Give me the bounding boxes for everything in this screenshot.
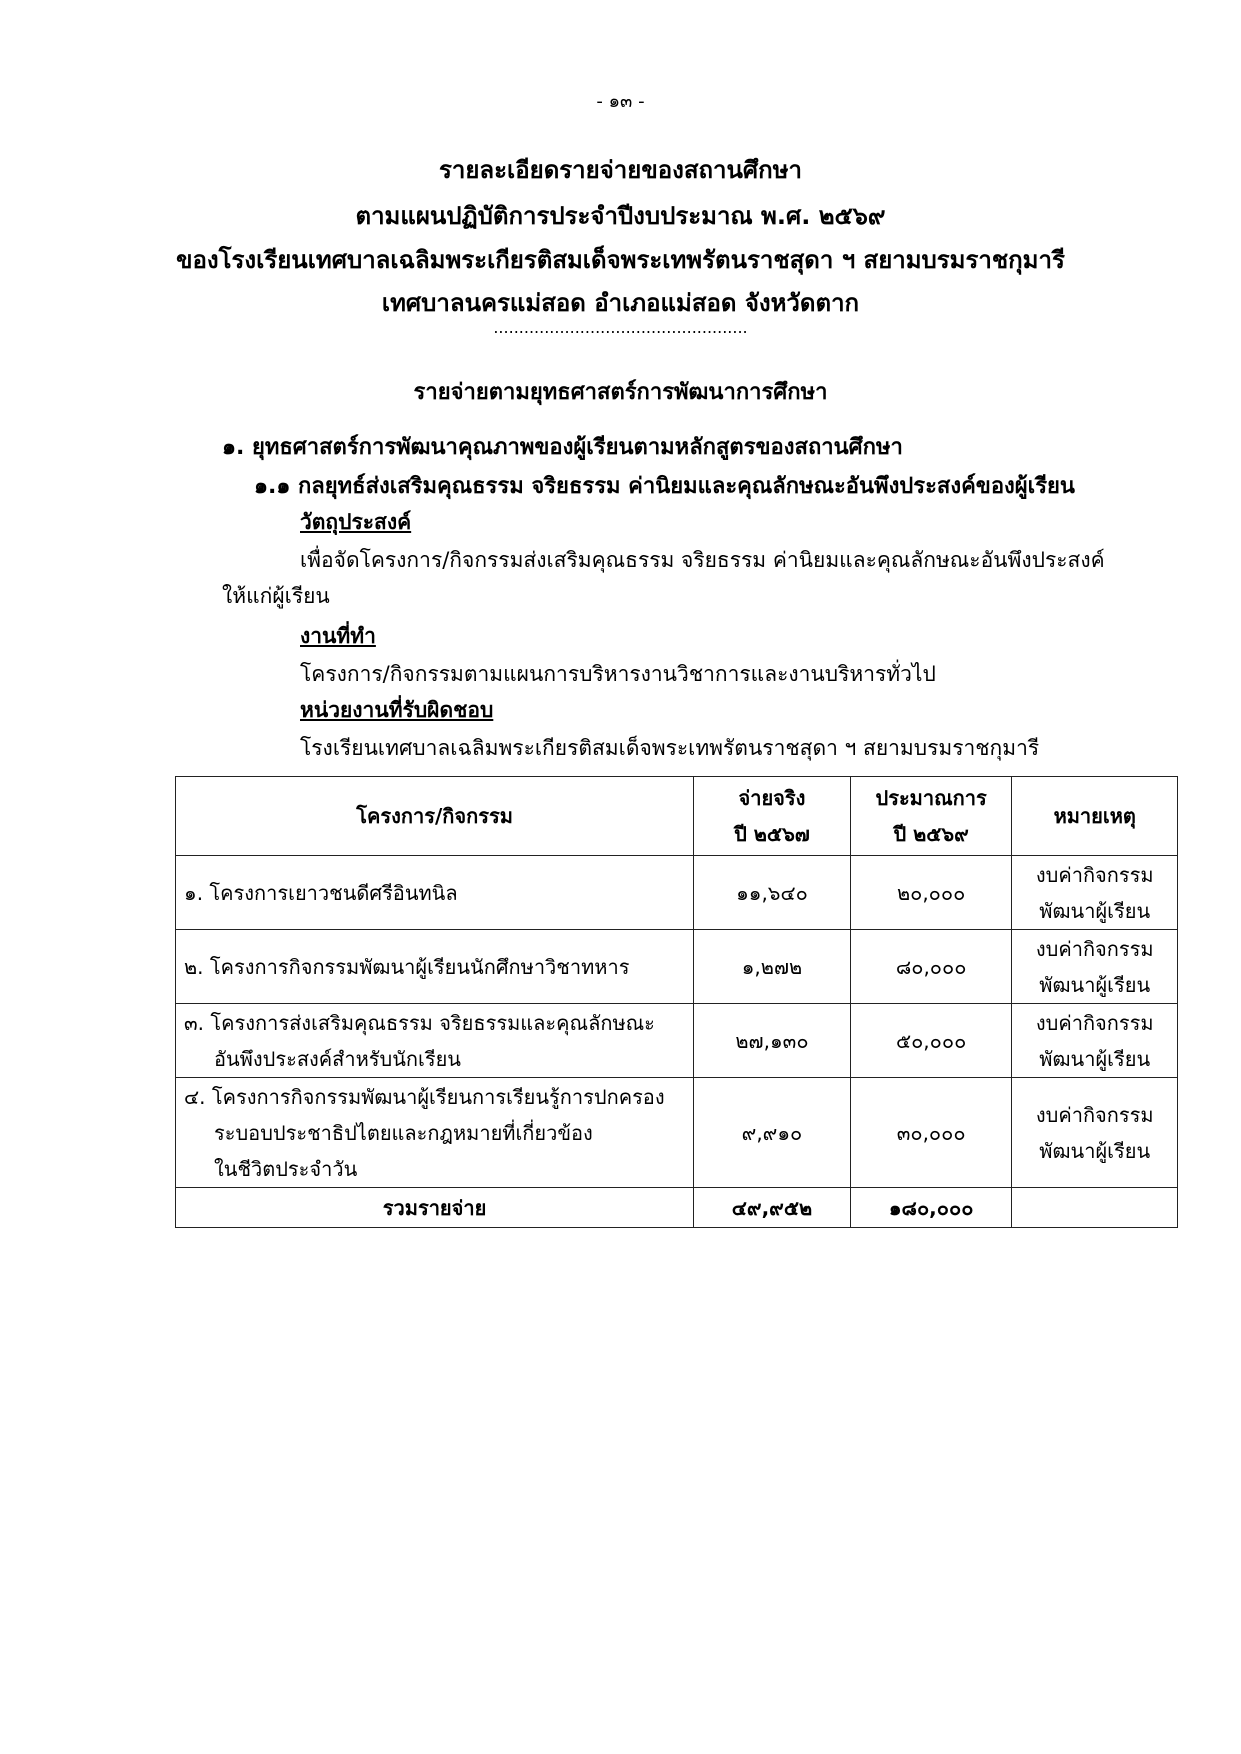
actual-cell: ๑,๒๗๒ (694, 930, 851, 1004)
header-estimate-label: ประมาณการ (875, 786, 987, 810)
document-title-line-2: ตามแผนปฏิบัติการประจำปีงบประมาณ พ.ศ. ๒๕๖๙ (355, 202, 886, 230)
estimate-cell: ๕๐,๐๐๐ (850, 1004, 1012, 1078)
estimate-cell: ๓๐,๐๐๐ (850, 1078, 1012, 1188)
responsible-unit-heading: หน่วยงานที่รับผิดชอบ (300, 698, 494, 722)
project-cell (176, 930, 694, 1004)
document-title-line-3: ของโรงเรียนเทศบาลเฉลิมพระเกียรติสมเด็จพระเทพรัตนราชสุดา ฯ สยามบรมราชกุมารี (176, 246, 1065, 274)
header-estimate (850, 777, 1012, 856)
project-name: ๓. โครงการส่งเสริมคุณธรรม จริยธรรมและคุณลักษณะ (184, 1010, 655, 1035)
total-actual: ๔๙,๙๕๒ (694, 1188, 851, 1228)
note-cell (1012, 1004, 1178, 1078)
total-estimate: ๑๘๐,๐๐๐ (850, 1188, 1012, 1228)
tactic-heading: ๑.๑ กลยุทธ์ส่งเสริมคุณธรรม จริยธรรม ค่านิยมและคุณลักษณะอันพึงประสงค์ของผู้เรียน (254, 474, 1075, 499)
document-title-line-1: รายละเอียดรายจ่ายของสถานศึกษา (439, 156, 802, 184)
project-cell (176, 1078, 694, 1188)
total-note (1012, 1188, 1178, 1228)
responsible-unit-text: โรงเรียนเทศบาลเฉลิมพระเกียรติสมเด็จพระเทพรัตนราชสุดา ฯ สยามบรมราชกุมารี (300, 736, 1040, 760)
project-name: ๑. โครงการเยาวชนดีศรีอินทนิล (184, 880, 458, 905)
dotted-divider: .................................................. (493, 318, 748, 337)
strategy-heading: ๑. ยุทธศาสตร์การพัฒนาคุณภาพของผู้เรียนตามหลักสูตรของสถานศึกษา (222, 435, 903, 460)
section-title: รายจ่ายตามยุทธศาสตร์การพัฒนาการศึกษา (413, 380, 828, 405)
note-cell (1012, 856, 1178, 930)
actual-cell: ๙,๙๑๐ (694, 1078, 851, 1188)
project-cell (176, 856, 694, 930)
objective-text-line-1: เพื่อจัดโครงการ/กิจกรรมส่งเสริมคุณธรรม จริยธรรม ค่านิยมและคุณลักษณะอันพึงประสงค์ (300, 548, 1105, 572)
note-line-1: งบค่ากิจกรรม (1035, 862, 1154, 887)
total-label: รวมรายจ่าย (176, 1188, 694, 1228)
header-actual-year: ปี ๒๕๖๗ (734, 822, 810, 846)
header-note (1012, 777, 1178, 856)
actual-cell: ๑๑,๖๔๐ (694, 856, 851, 930)
note-line-2: พัฒนาผู้เรียน (1039, 1138, 1151, 1163)
work-text: โครงการ/กิจกรรมตามแผนการบริหารงานวิชาการและงานบริหารทั่วไป (300, 662, 936, 686)
note-line-2: พัฒนาผู้เรียน (1039, 898, 1151, 923)
table-header-row (176, 777, 1178, 856)
header-note-label: หมายเหตุ (1053, 804, 1136, 828)
note-cell (1012, 1078, 1178, 1188)
note-line-2: พัฒนาผู้เรียน (1039, 1046, 1151, 1071)
table-row (176, 930, 1178, 1004)
project-name-cont-2: ในชีวิตประจำวัน (214, 1156, 358, 1181)
project-name-cont: อันพึงประสงค์สำหรับนักเรียน (214, 1046, 461, 1071)
note-line-1: งบค่ากิจกรรม (1035, 1102, 1154, 1127)
estimate-cell: ๒๐,๐๐๐ (850, 856, 1012, 930)
page-number: - ๑๓ - (596, 91, 645, 112)
header-actual (694, 777, 851, 856)
note-line-1: งบค่ากิจกรรม (1035, 936, 1154, 961)
note-line-2: พัฒนาผู้เรียน (1039, 972, 1151, 997)
work-heading: งานที่ทำ (300, 624, 376, 648)
project-cell (176, 1004, 694, 1078)
estimate-cell: ๘๐,๐๐๐ (850, 930, 1012, 1004)
project-name: ๔. โครงการกิจกรรมพัฒนาผู้เรียนการเรียนรู้การปกครอง (184, 1084, 665, 1109)
budget-table (175, 776, 1178, 1228)
note-line-1: งบค่ากิจกรรม (1035, 1010, 1154, 1035)
project-name: ๒. โครงการกิจกรรมพัฒนาผู้เรียนนักศึกษาวิชาทหาร (184, 954, 630, 979)
header-project-label: โครงการ/กิจกรรม (356, 804, 513, 828)
objective-heading: วัตถุประสงค์ (300, 510, 412, 534)
total-row (176, 1188, 1178, 1228)
header-project (176, 777, 694, 856)
note-cell (1012, 930, 1178, 1004)
actual-cell: ๒๗,๑๓๐ (694, 1004, 851, 1078)
header-actual-label: จ่ายจริง (738, 786, 806, 810)
project-name-cont: ระบอบประชาธิปไตยและกฎหมายที่เกี่ยวข้อง (214, 1120, 593, 1145)
objective-text-line-2: ให้แก่ผู้เรียน (222, 584, 330, 608)
table-row (176, 1004, 1178, 1078)
header-estimate-year: ปี ๒๕๖๙ (893, 822, 969, 846)
table-row (176, 1078, 1178, 1188)
table-row (176, 856, 1178, 930)
document-title-line-4: เทศบาลนครแม่สอด อำเภอแม่สอด จังหวัดตาก (381, 289, 860, 317)
